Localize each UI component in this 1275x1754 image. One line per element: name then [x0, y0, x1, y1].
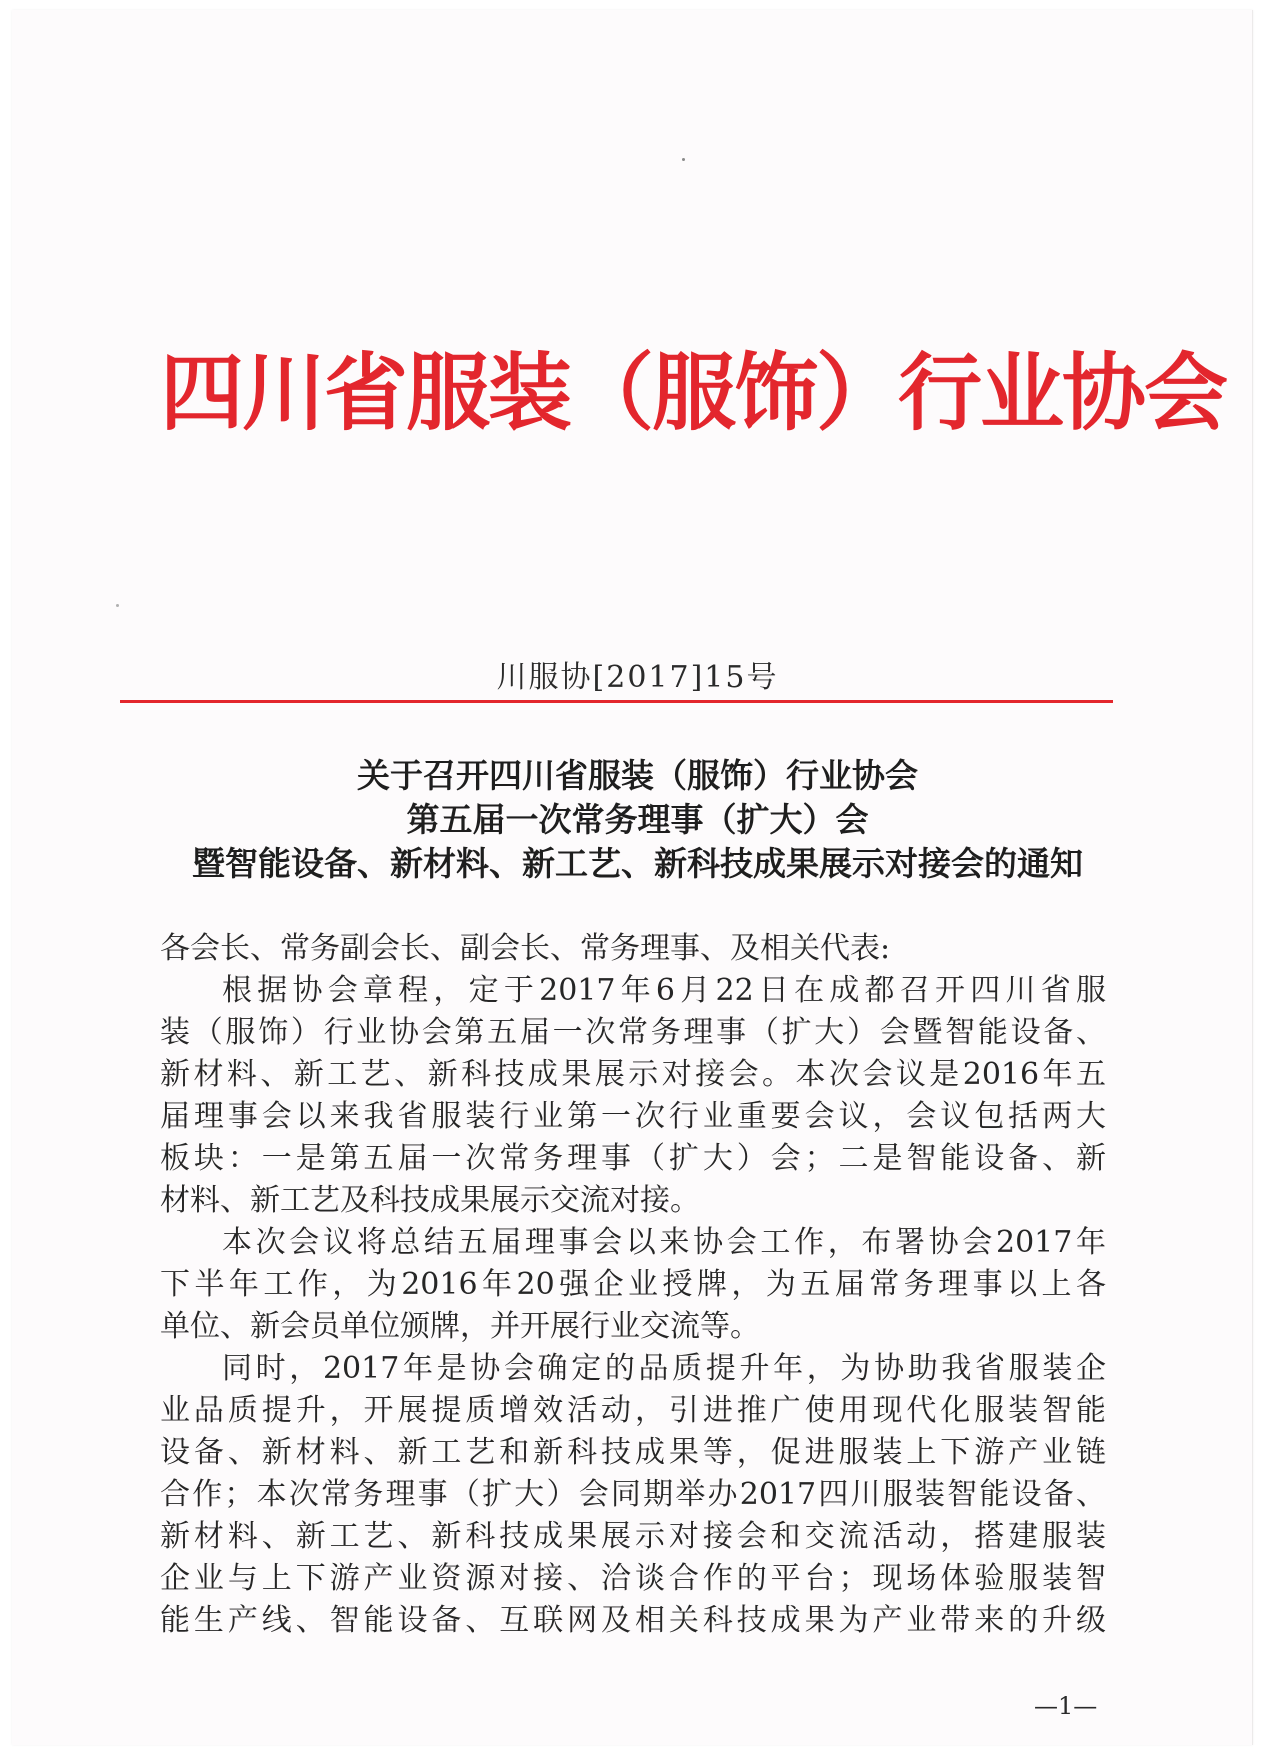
paragraph-line: 装（服饰）行业协会第五届一次常务理事（扩大）会暨智能设备、 — [160, 1015, 1106, 1050]
paper-speck — [682, 158, 685, 161]
paragraph-line: 材料、新工艺及科技成果展示交流对接。 — [160, 1183, 700, 1218]
paragraph-line: 设备、新材料、新工艺和新科技成果等，促进服装上下游产业链 — [160, 1435, 1106, 1470]
paragraph-line: 板块：一是第五届一次常务理事（扩大）会；二是智能设备、新 — [160, 1141, 1106, 1176]
title-line: 第五届一次常务理事（扩大）会 — [406, 800, 869, 839]
salutation: 各会长、常务副会长、副会长、常务理事、及相关代表: — [160, 931, 891, 966]
paragraph-line: 单位、新会员单位颁牌，并开展行业交流等。 — [160, 1309, 760, 1344]
paragraph-line: 企业与上下游产业资源对接、洽谈合作的平台；现场体验服装智 — [160, 1561, 1106, 1596]
paragraph-line: 能生产线、智能设备、互联网及相关科技成果为产业带来的升级 — [160, 1603, 1106, 1638]
document-number: 川服协[2017]15号 — [496, 660, 779, 695]
paragraph-line: 届理事会以来我省服装行业第一次行业重要会议，会议包括两大 — [160, 1099, 1106, 1134]
paragraph-line: 新材料、新工艺、新科技成果展示对接会和交流活动，搭建服装 — [160, 1519, 1106, 1554]
paragraph-line: 同时，2017年是协会确定的品质提升年，为协助我省服装企 — [222, 1351, 1106, 1386]
paragraph-line: 新材料、新工艺、新科技成果展示对接会。本次会议是2016年五 — [160, 1057, 1106, 1092]
title-line: 暨智能设备、新材料、新工艺、新科技成果展示对接会的通知 — [192, 844, 1083, 883]
paragraph-line: 合作；本次常务理事（扩大）会同期举办2017四川服装智能设备、 — [160, 1477, 1106, 1512]
title-line: 关于召开四川省服装（服饰）行业协会 — [357, 756, 918, 795]
notice-title — [0, 754, 1275, 886]
red-divider-line — [120, 700, 1113, 703]
notice-body — [160, 928, 1106, 1642]
paragraph-line: 下半年工作，为2016年20强企业授牌，为五届常务理事以上各 — [160, 1267, 1106, 1302]
paragraph-line: 根据协会章程，定于2017年6月22日在成都召开四川省服 — [222, 973, 1106, 1008]
masthead-title: 四川省服装（服饰）行业协会 — [160, 343, 1227, 442]
paragraph-line: 本次会议将总结五届理事会以来协会工作，布署协会2017年 — [222, 1225, 1106, 1260]
paper-speck — [116, 604, 119, 607]
page-number: —1— — [1034, 1692, 1098, 1720]
paragraph-line: 业品质提升，开展提质增效活动，引进推广使用现代化服装智能 — [160, 1393, 1106, 1428]
